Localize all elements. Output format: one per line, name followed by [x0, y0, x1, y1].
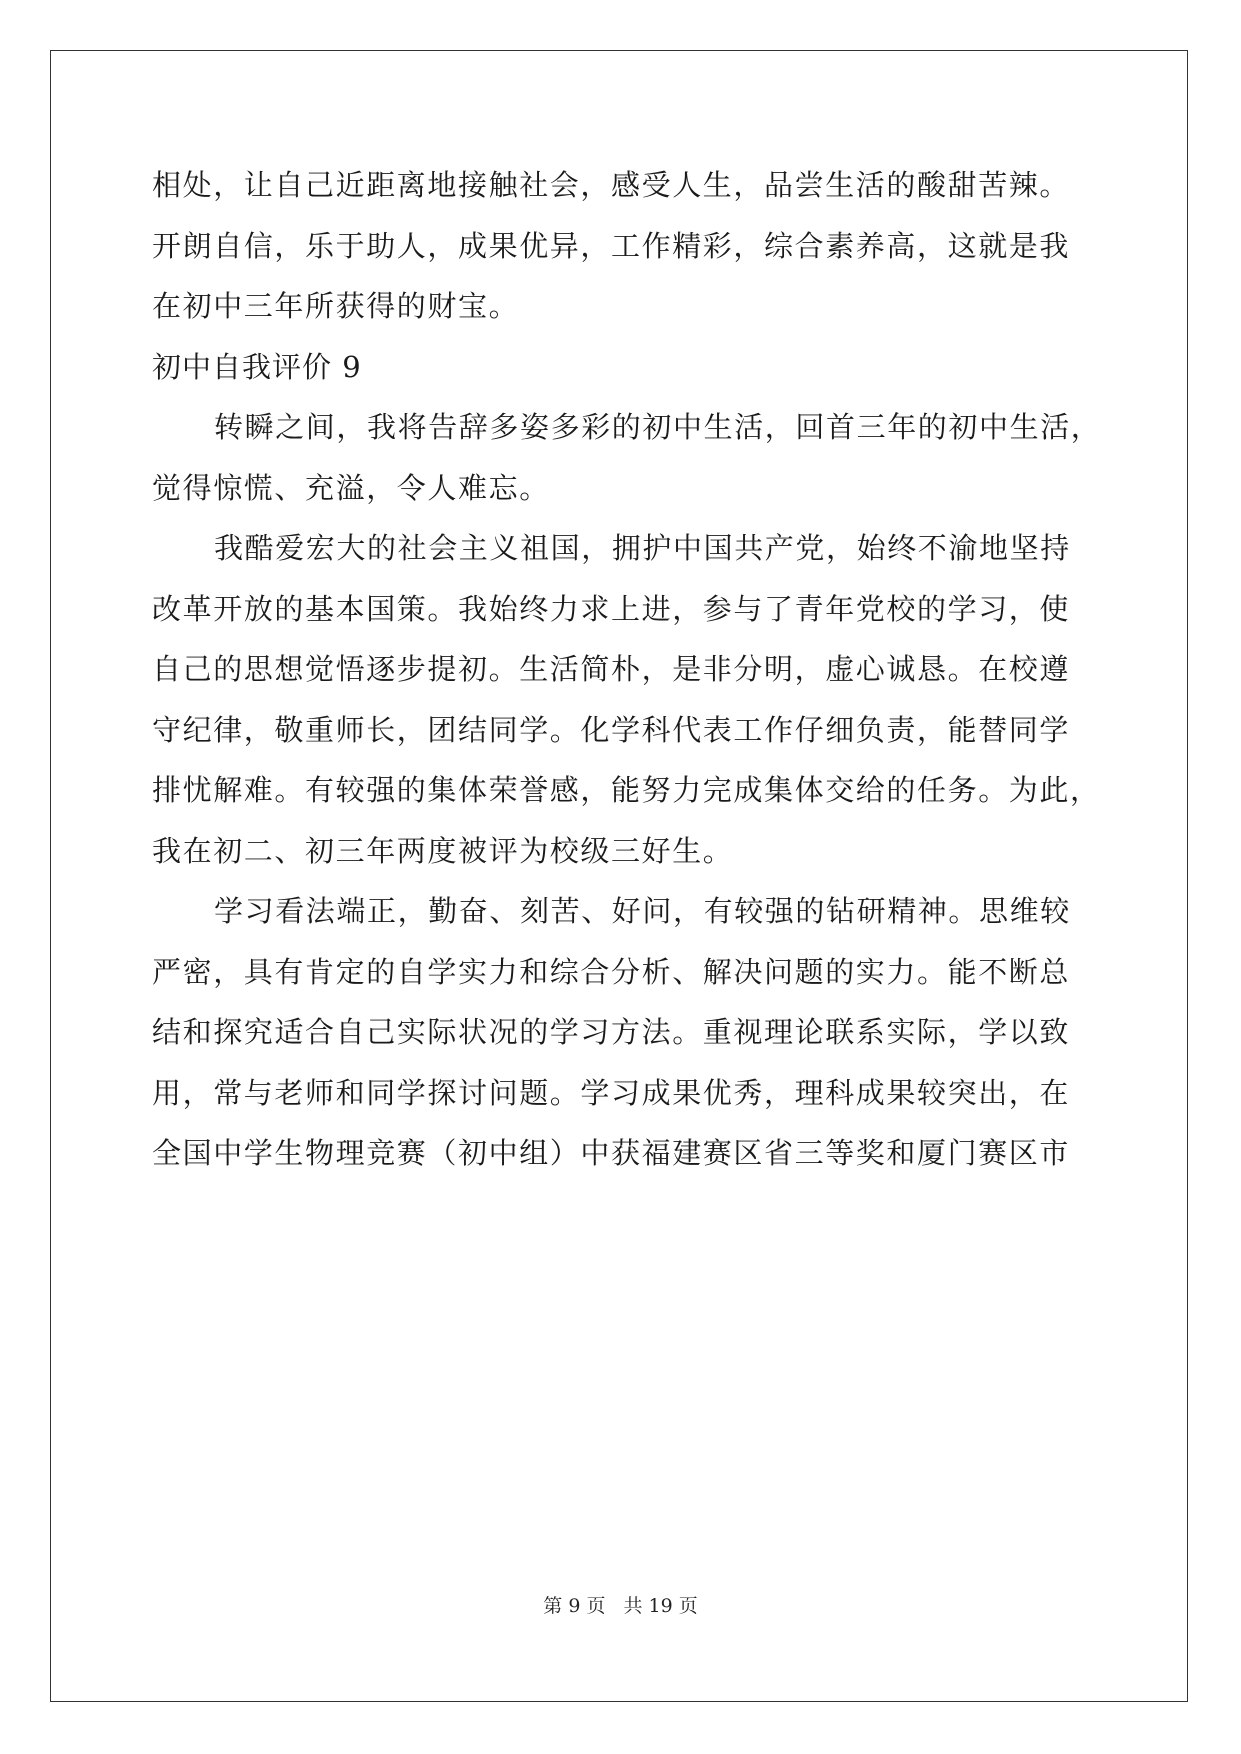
page-footer — [0, 1591, 1241, 1618]
text-line: 相处，让自己近距离地接触社会，感受人生，品尝生活的酸甜苦辣。 — [152, 168, 1071, 202]
text-line: 严密，具有肯定的自学实力和综合分析、解决问题的实力。能不断总 — [152, 954, 1071, 989]
paragraph-first-line: 我酷爱宏大的社会主义祖国，拥护中国共产党，始终不渝地坚持 — [214, 531, 1071, 565]
text-line: 用，常与老师和同学探讨问题。学习成果优秀，理科成果较突出，在 — [152, 1075, 1071, 1110]
paragraph-first-line: 转瞬之间，我将告辞多姿多彩的初中生活，回首三年的初中生活， — [214, 410, 1102, 444]
page-total: 共 19 页 — [623, 1595, 698, 1617]
text-line: 结和探究适合自己实际状况的学习方法。重视理论联系实际，学以致 — [152, 1015, 1071, 1049]
document-body — [152, 155, 1102, 1184]
text-line: 排忧解难。有较强的集体荣誉感，能努力完成集体交给的任务。为此， — [152, 773, 1101, 807]
text-line: 自己的思想觉悟逐步提初。生活简朴，是非分明，虚心诚恳。在校遵 — [152, 652, 1071, 686]
paragraph-first-line: 学习看法端正，勤奋、刻苦、好问，有较强的钻研精神。思维较 — [214, 894, 1071, 928]
text-line: 我在初二、初三年两度被评为校级三好生。 — [152, 833, 734, 868]
text-line: 守纪律，敬重师长，团结同学。化学科代表工作仔细负责，能替同学 — [152, 712, 1071, 747]
text-line: 改革开放的基本国策。我始终力求上进，参与了青年党校的学习，使 — [152, 591, 1071, 626]
page-number: 第 9 页 — [543, 1595, 606, 1617]
text-line: 觉得惊慌、充溢，令人难忘。 — [152, 470, 550, 505]
text-line: 开朗自信，乐于助人，成果优异，工作精彩，综合素养高，这就是我 — [152, 228, 1071, 263]
text-line: 在初中三年所获得的财宝。 — [152, 289, 520, 323]
text-line: 全国中学生物理竞赛（初中组）中获福建赛区省三等奖和厦门赛区市 — [152, 1136, 1071, 1170]
section-heading: 初中自我评价 9 — [152, 349, 362, 384]
